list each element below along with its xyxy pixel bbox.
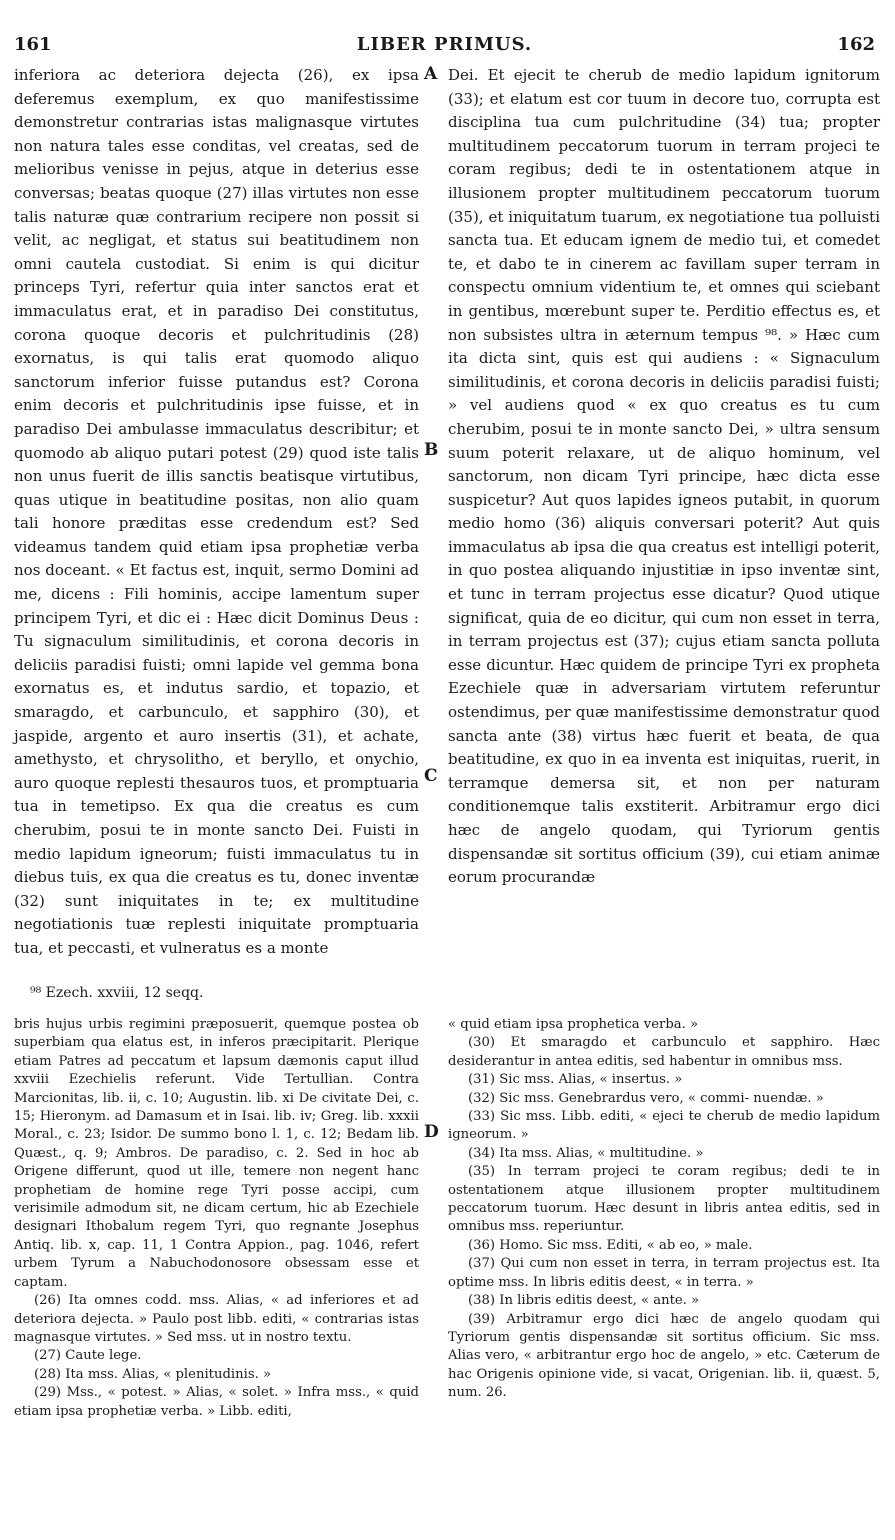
running-title: LIBER PRIMUS.: [356, 34, 533, 55]
footnote: (28) Ita mss. Alias, « plenitudinis. »: [34, 1366, 272, 1382]
footnote: (31) Sic mss. Alias, « insertus. »: [468, 1072, 683, 1088]
right-page-number: 162: [837, 34, 875, 55]
footnote: (27) Caute lege.: [34, 1348, 142, 1364]
scripture-reference-note: ⁹⁸ Ezech. xxviii, 12 seqq.: [30, 985, 204, 1001]
footnote: (29) Mss., « potest. » Alias, « solet. » Infra mss., « quid etiam ipsa prophetiæ verba. » Libb. editi,: [14, 1385, 419, 1419]
margin-marker-d: D: [424, 1122, 439, 1142]
margin-marker-a: A: [424, 64, 438, 84]
left-page-number: 161: [14, 34, 52, 55]
running-head: [14, 34, 875, 58]
main-text-left-column: [14, 64, 419, 961]
main-text-right-column: [448, 64, 880, 890]
footnote: (26) Ita omnes codd. mss. Alias, « ad inferiores et ad deteriora dejecta. » Paulo post libb. editi, « contrarias istas magnasque virtutes. » Sed mss. ut in nostro textu.: [14, 1293, 419, 1345]
main-text-right: Dei. Et ejecit te cherub de medio lapidum ignitorum (33); et elatum est cor tuum in decore tuo, corrupta est disciplina tua cum pulchritudine (34) tua; propter multitudinem peccatorum tuorum in terram projeci te coram regibus; dedi te in ostentationem atque in illusionem propter multitudinem peccatorum tuorum (35), et iniquitatum tuarum, ex negotiatione tua polluisti sancta tua. Et educam ignem de medio tui, et comedet te, et dabo te in cinerem ac favillam super terram in conspectu omnium videntium te, et omnes qui sciebant in gentibus, mœrebunt super te. Perditio effectus es, et non subsistes ultra in æternum tempus ⁹⁸. » Hæc cum ita dicta sint, quis est qui audiens : « Signaculum similitudinis, et corona decoris in deliciis paradisi fuisti; » vel audiens quod « ex quo creatus es tu cum cherubim, posui te in monte sancto Dei, » ultra sensum suum poterit relaxare, ut de aliquo hominum, vel sanctorum, non dicam Tyri principe, hæc dicta esse suspicetur? Aut quos lapides igneos putabit, in quorum medio homo (36) aliquis conversari poterit? Aut quis immaculatus ab ipsa die qua creatus est intelligi poterit, in quo postea aliquando injustitiæ in ipso inventæ sint, et tunc in terram projectus esse dicatur? Quod utique significat, quia de eo dicitur, qui cum non esset in terra, in terram projectus est (37); cujus etiam sancta polluta esse dicuntur. Hæc quidem de principe Tyri ex propheta Ezechiele quæ in adversariam virtutem referuntur ostendimus, per quæ manifestissime demonstratur quod sancta ante (38) virtus hæc fuerit et beata, de qua beatitudine, ex quo in ea inventa est iniquitas, ruerit, in terramque demersa sit, et non per naturam conditionemque talis exstiterit. Arbitramur ergo dici hæc de angelo quodam, qui Tyriorum gentis dispensandæ sit sortitus officium (39), cui etiam animæ eorum procurandæ: [448, 66, 880, 887]
footnote: (34) Ita mss. Alias, « multitudine. »: [468, 1145, 704, 1161]
footnote: (32) Sic mss. Genebrardus vero, « commi- nuendæ. »: [468, 1090, 824, 1106]
footnote: bris hujus urbis regimini præposuerit, quemque postea ob superbiam qua elatus est, in inferos præcipitarit. Plerique etiam Patres ad peccatum et lapsum dæmonis caput illud xxviii Ezechielis referunt. Vide Tertullian. Contra Marcionitas, lib. ii, c. 10; Augustin. lib. xi De civitate Dei, c. 15; Hieronym. ad Damasum et in Isai. lib. iv; Greg. lib. xxxii Moral., c. 23; Isidor. De summo bono l. 1, c. 12; Bedam lib. Quæst., q. 9; Ambros. De paradiso, c. 2. Sed in hoc ab Origene differunt, quod ut ille, temere non negent hanc prophetiam de homine rege Tyri posse accipi, cum verisimile admodum sit, ne dicam certum, hic ab Ezechiele designari Ithobalum regem Tyri, quo regnante Josephus Antiq. lib. x, cap. 11, 1 Contra Appion., pag. 1046, refert urbem Tyrum a Nabuchodonosore obsessam esse et captam.: [14, 1017, 419, 1290]
footnote: (30) Et smaragdo et carbunculo et sapphiro. Hæc desiderantur in antea editis, sed habentur in omnibus mss.: [448, 1035, 880, 1069]
margin-marker-b: B: [424, 440, 439, 460]
footnote: (35) In terram projeci te coram regibus; dedi te in ostentationem atque illusionem propter multitudinem peccatorum tuorum. Hæc desunt in libris antea editis, sed in omnibus mss. reperiuntur.: [448, 1164, 880, 1235]
main-text-left: inferiora ac deteriora dejecta (26), ex ipsa deferemus exemplum, ex quo manifestissime demonstretur contrarias istas malignasque virtutes non natura tales esse conditas, vel creatas, sed de melioribus venisse in pejus, atque in deterius esse conversas; beatas quoque (27) illas virtutes non esse talis naturæ quæ contrarium recipere non possit si velit, ac negligat, et status sui beatitudinem non omni cautela custodiat. Si enim is qui dicitur princeps Tyri, refertur quia inter sanctos erat et immaculatus erat, et in paradiso Dei constitutus, corona quoque decoris et pulchritudinis (28) exornatus, is qui talis erat quomodo aliquo sanctorum inferior fuisse putandus est? Corona enim decoris et pulchritudinis ipse fuisse, et in paradiso Dei ambulasse immaculatus describitur; et quomodo ab aliquo putari potest (29) quod iste talis non unus fuerit de illis sanctis beatisque virtutibus, quas utique in beatitudine positas, non alio quam tali honore præditas esse credendum est? Sed videamus tandem quid etiam ipsa prophetiæ verba nos doceant. « Et factus est, inquit, sermo Domini ad me, dicens : Fili hominis, accipe lamentum super principem Tyri, et dic ei : Hæc dicit Dominus Deus : Tu signaculum similitudinis, et corona decoris in deliciis paradisi fuisti; omni lapide vel gemma bona exornatus es, et indutus sardio, et topazio, et smaragdo, et carbunculo, et sapphiro (30), et jaspide, argento et auro insertis (31), et achate, amethysto, et chrysolitho, et beryllo, et onychio, auro quoque replesti thesauros tuos, et promptuaria tua in temetipso. Ex qua die creatus es cum cherubim, posui te in monte sancto Dei. Fuisti in medio lapidum igneorum; fuisti immaculatus tu in diebus tuis, ex qua die creatus es tu, donec inventæ (32) sunt iniquitates in te; ex multitudine negotiationis tuæ replesti iniquitate promptuaria tua, et peccasti, et vulneratus es a monte: [14, 66, 419, 957]
footnote: (33) Sic mss. Libb. editi, « ejeci te cherub de medio lapidum igneorum. »: [448, 1109, 880, 1143]
footnotes-left-column: [14, 1016, 419, 1421]
footnote: « quid etiam ipsa prophetica verba. »: [448, 1017, 699, 1032]
margin-marker-c: C: [424, 766, 438, 786]
footnote: (36) Homo. Sic mss. Editi, « ab eo, » male.: [468, 1237, 753, 1253]
footnote: (38) In libris editis deest, « ante. »: [468, 1293, 700, 1309]
footnotes-right-column: [448, 1016, 880, 1403]
footnote: (39) Arbitramur ergo dici hæc de angelo quodam qui Tyriorum gentis dispensandæ sit sortitus officium. Sic mss. Alias vero, « arbitrantur ergo hoc de angelo, » etc. Cæterum de hac Origenis opinione vide, si vacat, Origenian. lib. ii, quæst. 5, num. 26.: [448, 1311, 880, 1401]
footnote: (37) Qui cum non esset in terra, in terram projectus est. Ita optime mss. In libris editis deest, « in terra. »: [448, 1256, 880, 1290]
